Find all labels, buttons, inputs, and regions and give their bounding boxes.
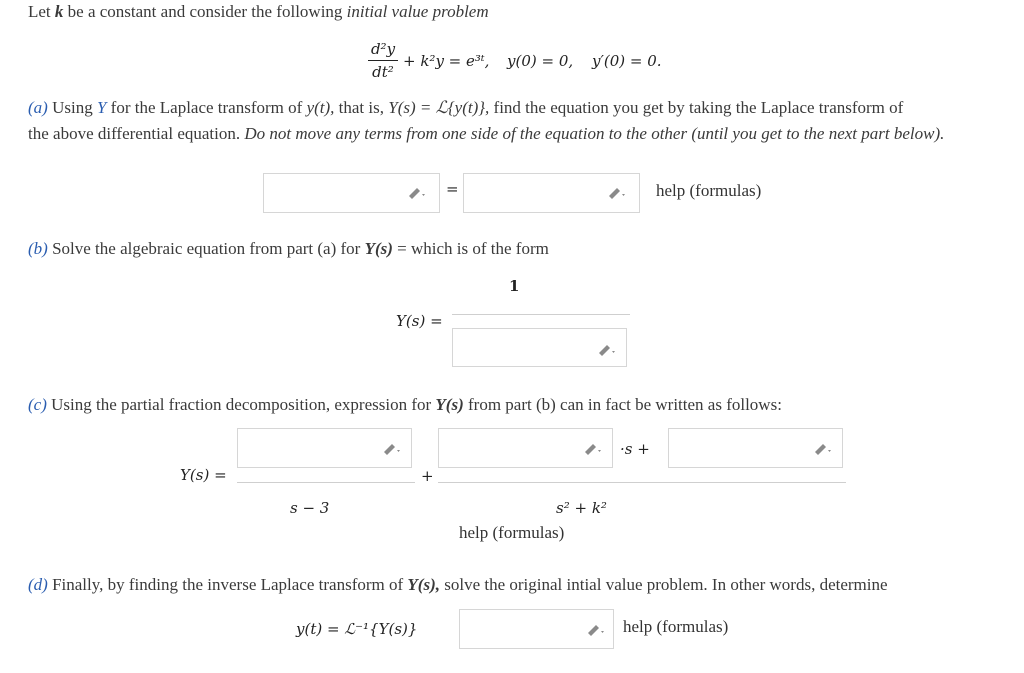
part-b-label: (b) bbox=[28, 239, 48, 258]
part-a-def: Y(s) = ℒ{y(t)}, bbox=[388, 98, 490, 117]
part-b-lhs: Y(s) = bbox=[396, 312, 443, 330]
part-a-line2-text: the above differential equation. bbox=[28, 124, 241, 143]
part-c-plus: + bbox=[421, 467, 434, 485]
pencil-icon[interactable] bbox=[582, 441, 604, 455]
part-a-line1 bbox=[28, 98, 903, 118]
part-b-text: Solve the algebraic equation from part (a) for bbox=[52, 239, 361, 258]
pencil-icon[interactable] bbox=[406, 185, 428, 199]
part-d-text2: solve the original intial value problem. In other words, determine bbox=[444, 575, 888, 594]
part-c-den2: s² + k² bbox=[556, 499, 607, 517]
part-d-Ys: Y(s), bbox=[407, 575, 440, 594]
part-c-fraction-bar-1 bbox=[237, 482, 415, 483]
part-b-Ys: Y(s) bbox=[364, 239, 393, 258]
intro-k: k bbox=[54, 2, 64, 21]
part-c-help-link[interactable]: help (formulas) bbox=[459, 523, 565, 542]
part-b-text2: = which is of the form bbox=[397, 239, 549, 258]
part-c-text2: from part (b) can in fact be written as follows: bbox=[468, 395, 782, 414]
part-d-label: (d) bbox=[28, 575, 48, 594]
intro-prefix: Let bbox=[28, 2, 51, 21]
part-b-fraction-bar bbox=[452, 314, 630, 315]
pencil-icon[interactable] bbox=[596, 342, 618, 356]
part-a-yt: y(t), bbox=[306, 98, 335, 117]
part-c-line bbox=[28, 395, 782, 415]
part-a-Y: Y bbox=[96, 98, 107, 117]
pencil-icon[interactable] bbox=[812, 441, 834, 455]
part-c-lhs: Y(s) = bbox=[180, 466, 227, 484]
part-a-text4: find the equation you get by taking the Laplace transform of bbox=[493, 98, 904, 117]
ode-denominator: dt² bbox=[372, 63, 394, 81]
ode-fraction-bar bbox=[368, 60, 398, 61]
intro-emphasis: initial value problem bbox=[346, 2, 489, 21]
part-c-Ys: Y(s) bbox=[435, 395, 464, 414]
pencil-icon[interactable] bbox=[606, 185, 628, 199]
ode-ic2: y′(0) = 0. bbox=[592, 52, 662, 70]
part-a-text1: Using bbox=[52, 98, 93, 117]
ode-rhs: + k²y = e³ᵗ, bbox=[403, 52, 490, 70]
part-b-numerator: 1 bbox=[509, 277, 520, 295]
ode-ic1: y(0) = 0, bbox=[507, 52, 574, 70]
part-c-text1: Using the partial fraction decomposition, expression for bbox=[51, 395, 432, 414]
part-a-text3: that is, bbox=[338, 98, 384, 117]
part-b-line bbox=[28, 239, 549, 259]
part-c-den1: s − 3 bbox=[290, 499, 330, 517]
part-c-label: (c) bbox=[28, 395, 47, 414]
intro-middle: be a constant and consider the following bbox=[67, 2, 343, 21]
part-a-line2 bbox=[28, 124, 944, 144]
intro-line bbox=[28, 2, 489, 22]
part-d-lhs: y(t) = ℒ⁻¹{Y(s)} bbox=[296, 620, 418, 638]
part-a-line2-emph: Do not move any terms from one side of the equation to the other (until you get to the next part below). bbox=[244, 124, 945, 143]
part-d-line bbox=[28, 575, 888, 595]
part-a-label: (a) bbox=[28, 98, 48, 117]
part-d-help-link[interactable]: help (formulas) bbox=[623, 617, 729, 636]
part-c-dot-s-plus: ·s + bbox=[620, 440, 650, 458]
part-c-fraction-bar-2 bbox=[438, 482, 846, 483]
pencil-icon[interactable] bbox=[381, 441, 403, 455]
part-a-equals: = bbox=[446, 180, 459, 198]
pencil-icon[interactable] bbox=[585, 622, 607, 636]
part-d-text1: Finally, by finding the inverse Laplace transform of bbox=[52, 575, 404, 594]
ode-numerator: d²y bbox=[370, 40, 396, 58]
part-a-text2: for the Laplace transform of bbox=[110, 98, 303, 117]
part-a-help-link[interactable]: help (formulas) bbox=[656, 181, 762, 200]
